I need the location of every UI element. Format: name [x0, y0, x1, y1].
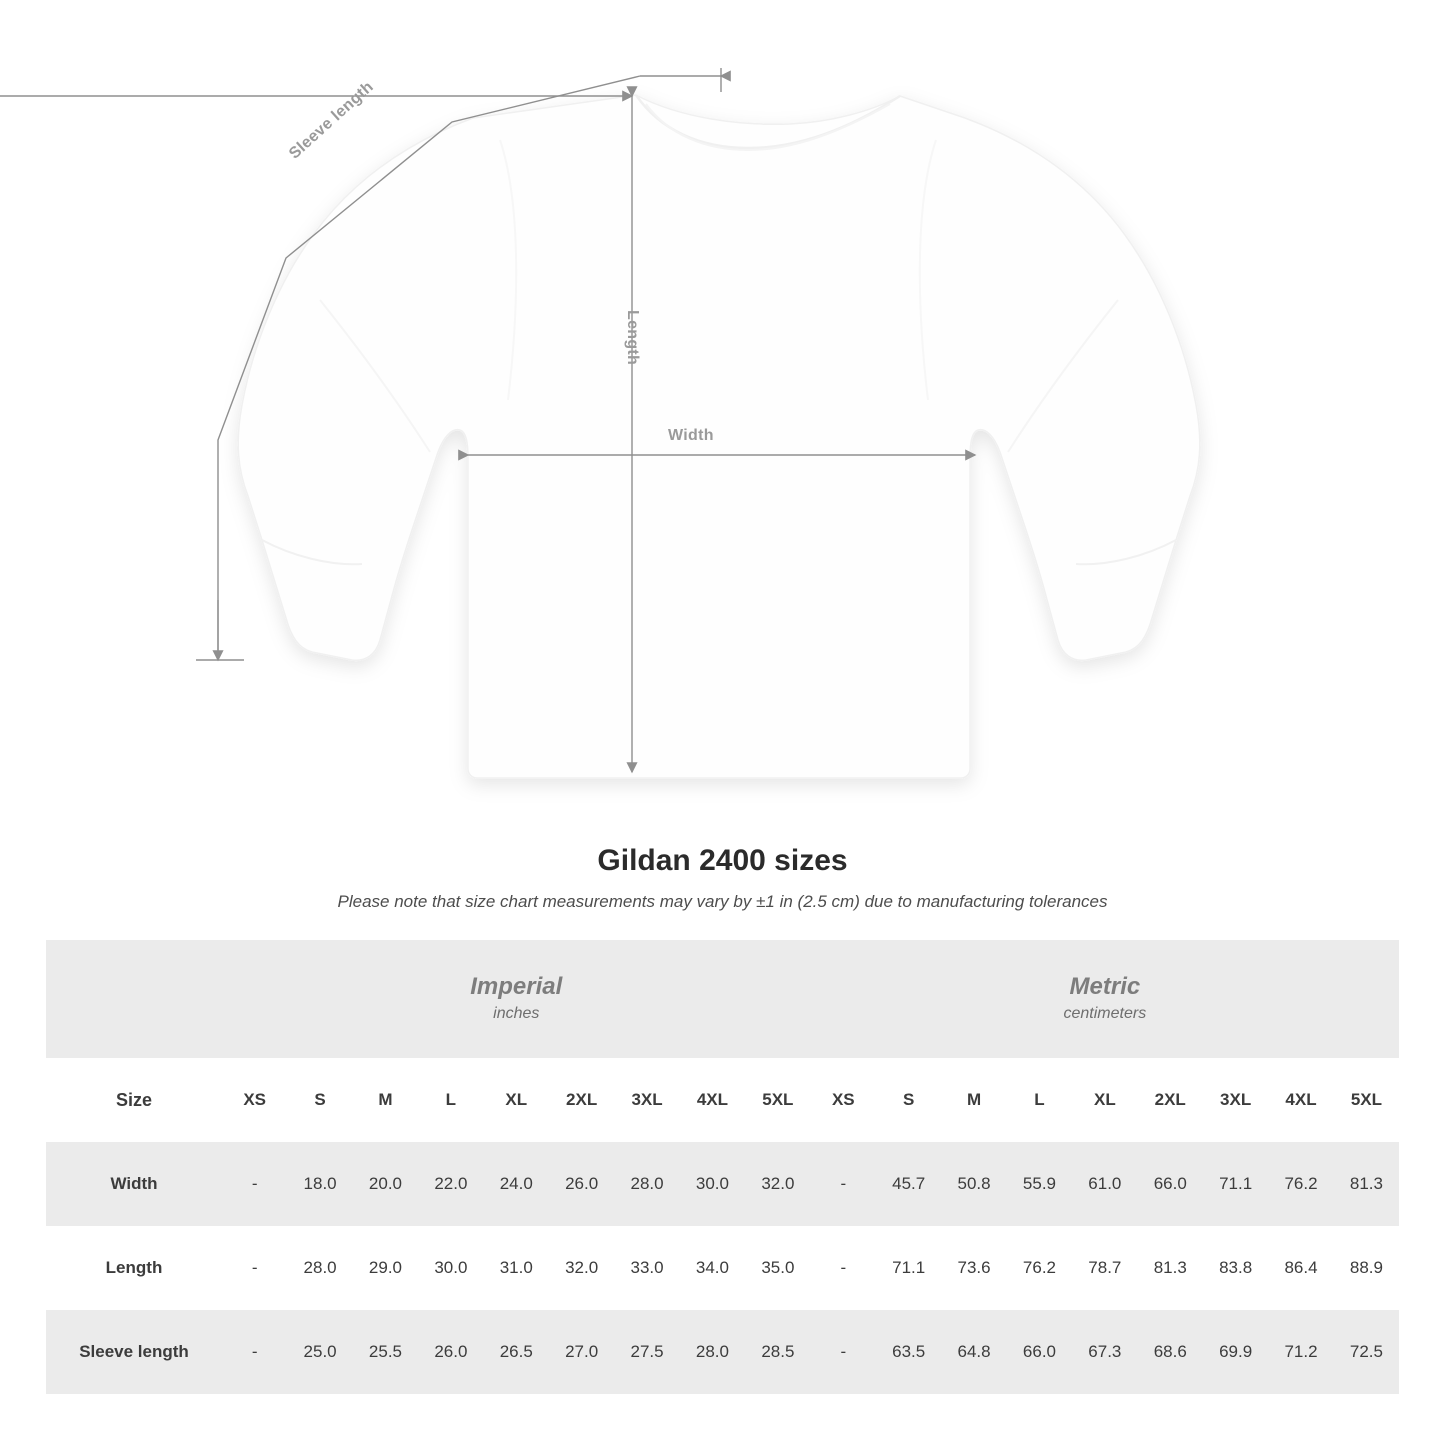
shirt-shape: [238, 95, 1200, 778]
title-block: [0, 844, 1445, 912]
cell-width-5: 26.0: [549, 1142, 614, 1226]
cell-sleeve-12: 66.0: [1007, 1310, 1072, 1394]
cell-sleeve-8: 28.5: [745, 1310, 810, 1394]
table-header-row: [46, 1058, 1399, 1142]
cell-sleeve-15: 69.9: [1203, 1310, 1268, 1394]
unit-group-imperial: [222, 940, 811, 1058]
row-label-sleeve-length: Sleeve length: [46, 1310, 222, 1394]
header-col-4: XL: [484, 1058, 549, 1142]
header-col-10: S: [876, 1058, 941, 1142]
header-col-5: 2XL: [549, 1058, 614, 1142]
unit-group-metric: [811, 940, 1400, 1058]
unit-group-row: [46, 940, 1399, 1058]
header-size-label: Size: [46, 1058, 222, 1142]
cell-length-17: 88.9: [1334, 1226, 1399, 1310]
cell-width-9: -: [811, 1142, 876, 1226]
size-chart-table: [46, 940, 1399, 1394]
unit-group-imperial-name: Imperial: [470, 973, 563, 1000]
header-col-7: 4XL: [680, 1058, 745, 1142]
cell-width-13: 61.0: [1072, 1142, 1137, 1226]
unit-group-metric-unit: centimeters: [1063, 1005, 1147, 1022]
cell-sleeve-17: 72.5: [1334, 1310, 1399, 1394]
sleeve-length-label: Sleeve length: [286, 78, 377, 163]
table-row: [46, 1226, 1399, 1310]
header-col-1: S: [287, 1058, 352, 1142]
cell-width-16: 76.2: [1268, 1142, 1333, 1226]
cell-length-1: 28.0: [287, 1226, 352, 1310]
cell-length-7: 34.0: [680, 1226, 745, 1310]
cell-length-10: 71.1: [876, 1226, 941, 1310]
cell-width-17: 81.3: [1334, 1142, 1399, 1226]
header-col-12: L: [1007, 1058, 1072, 1142]
cell-sleeve-5: 27.0: [549, 1310, 614, 1394]
size-chart-table-wrapper: [46, 940, 1399, 1394]
cell-length-16: 86.4: [1268, 1226, 1333, 1310]
cell-length-9: -: [811, 1226, 876, 1310]
cell-sleeve-13: 67.3: [1072, 1310, 1137, 1394]
cell-length-3: 30.0: [418, 1226, 483, 1310]
cell-sleeve-16: 71.2: [1268, 1310, 1333, 1394]
header-col-11: M: [941, 1058, 1006, 1142]
width-label: Width: [668, 427, 714, 444]
cell-sleeve-14: 68.6: [1138, 1310, 1203, 1394]
header-col-13: XL: [1072, 1058, 1137, 1142]
cell-length-12: 76.2: [1007, 1226, 1072, 1310]
cell-sleeve-6: 27.5: [614, 1310, 679, 1394]
cell-sleeve-9: -: [811, 1310, 876, 1394]
header-col-8: 5XL: [745, 1058, 810, 1142]
cell-width-3: 22.0: [418, 1142, 483, 1226]
cell-width-10: 45.7: [876, 1142, 941, 1226]
cell-length-6: 33.0: [614, 1226, 679, 1310]
cell-sleeve-0: -: [222, 1310, 287, 1394]
header-col-9: XS: [811, 1058, 876, 1142]
cell-width-0: -: [222, 1142, 287, 1226]
header-col-3: L: [418, 1058, 483, 1142]
header-col-15: 3XL: [1203, 1058, 1268, 1142]
row-label-length: Length: [46, 1226, 222, 1310]
cell-sleeve-2: 25.5: [353, 1310, 418, 1394]
table-row: [46, 1310, 1399, 1394]
cell-width-14: 66.0: [1138, 1142, 1203, 1226]
cell-sleeve-4: 26.5: [484, 1310, 549, 1394]
unit-spacer: [46, 940, 222, 1058]
cell-width-6: 28.0: [614, 1142, 679, 1226]
tolerance-note: Please note that size chart measurements may vary by ±1 in (2.5 cm) due to manufacturing tolerances: [337, 892, 1108, 911]
row-label-width: Width: [46, 1142, 222, 1226]
header-col-0: XS: [222, 1058, 287, 1142]
cell-length-0: -: [222, 1226, 287, 1310]
unit-group-metric-name: Metric: [1069, 973, 1141, 1000]
table-row: [46, 1142, 1399, 1226]
cell-length-4: 31.0: [484, 1226, 549, 1310]
cell-length-14: 81.3: [1138, 1226, 1203, 1310]
cell-sleeve-10: 63.5: [876, 1310, 941, 1394]
cell-width-11: 50.8: [941, 1142, 1006, 1226]
cell-width-1: 18.0: [287, 1142, 352, 1226]
length-label: Length: [624, 310, 641, 366]
cell-width-7: 30.0: [680, 1142, 745, 1226]
cell-sleeve-3: 26.0: [418, 1310, 483, 1394]
cell-width-12: 55.9: [1007, 1142, 1072, 1226]
cell-sleeve-7: 28.0: [680, 1310, 745, 1394]
cell-sleeve-11: 64.8: [941, 1310, 1006, 1394]
header-col-16: 4XL: [1268, 1058, 1333, 1142]
page-title: Gildan 2400 sizes: [597, 844, 848, 877]
cell-length-13: 78.7: [1072, 1226, 1137, 1310]
cell-length-5: 32.0: [549, 1226, 614, 1310]
unit-group-imperial-unit: inches: [493, 1005, 540, 1022]
cell-width-8: 32.0: [745, 1142, 810, 1226]
cell-length-15: 83.8: [1203, 1226, 1268, 1310]
header-col-2: M: [353, 1058, 418, 1142]
cell-length-8: 35.0: [745, 1226, 810, 1310]
header-col-17: 5XL: [1334, 1058, 1399, 1142]
cell-width-15: 71.1: [1203, 1142, 1268, 1226]
cell-length-2: 29.0: [353, 1226, 418, 1310]
cell-sleeve-1: 25.0: [287, 1310, 352, 1394]
cell-width-4: 24.0: [484, 1142, 549, 1226]
header-col-14: 2XL: [1138, 1058, 1203, 1142]
header-col-6: 3XL: [614, 1058, 679, 1142]
cell-width-2: 20.0: [353, 1142, 418, 1226]
cell-length-11: 73.6: [941, 1226, 1006, 1310]
